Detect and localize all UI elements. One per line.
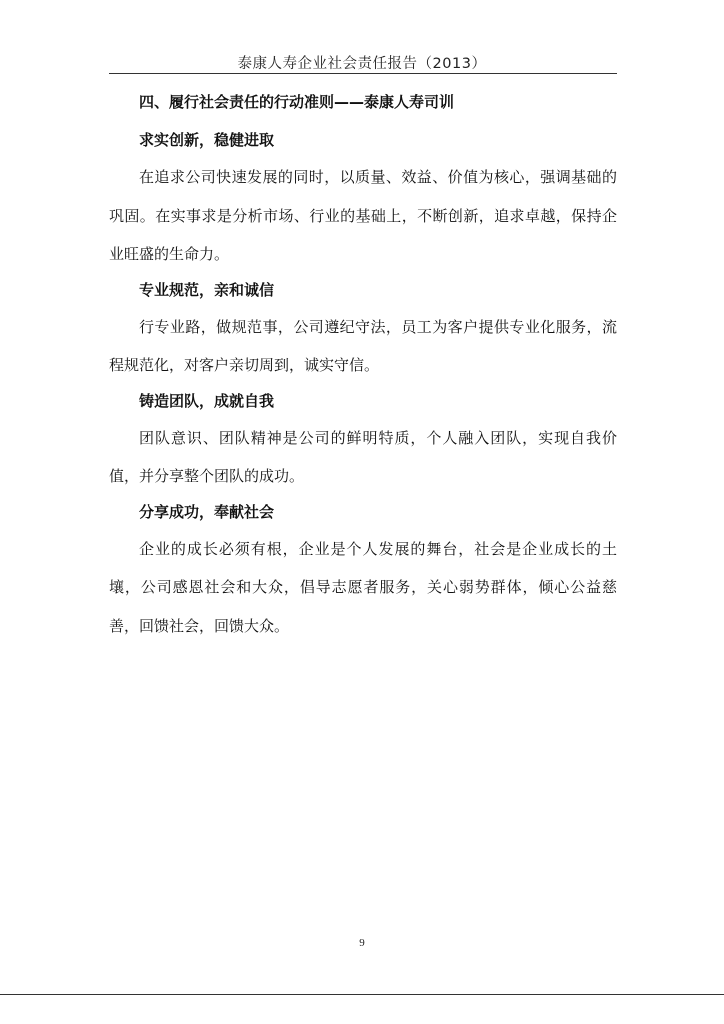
principle-body-4: 企业的成长必须有根，企业是个人发展的舞台，社会是企业成长的土壤，公司感恩社会和大众，倡导志愿者服务，关心弱势群体，倾心公益慈善，回馈社会，回馈大众。 — [109, 539, 617, 635]
report-header-title: 泰康人寿企业社会责任报告（2013） — [237, 56, 487, 72]
footer-divider — [0, 994, 724, 995]
principle-body-1: 在追求公司快速发展的同时，以质量、效益、价值为核心，强调基础的巩固。在实事求是分析市场、行业的基础上，不断创新，追求卓越，保持企业旺盛的生命力。 — [109, 168, 617, 263]
principle-body-3: 团队意识、团队精神是公司的鲜明特质，个人融入团队，实现自我价值，并分享整个团队的成功。 — [109, 428, 617, 485]
page-content — [109, 92, 617, 645]
section-heading: 四、履行社会责任的行动准则——泰康人寿司训 — [139, 93, 455, 111]
header-divider — [109, 73, 617, 74]
principle-body-2: 行专业路，做规范事，公司遵纪守法，员工为客户提供专业化服务，流程规范化，对客户亲切周到，诚实守信。 — [109, 317, 617, 374]
principle-title-3: 铸造团队，成就自我 — [139, 391, 275, 410]
page-number: 9 — [359, 937, 365, 949]
principle-title-1: 求实创新，稳健进取 — [139, 131, 275, 149]
principle-title-4: 分享成功，奉献社会 — [139, 502, 275, 521]
principle-title-2: 专业规范，亲和诚信 — [139, 280, 275, 299]
